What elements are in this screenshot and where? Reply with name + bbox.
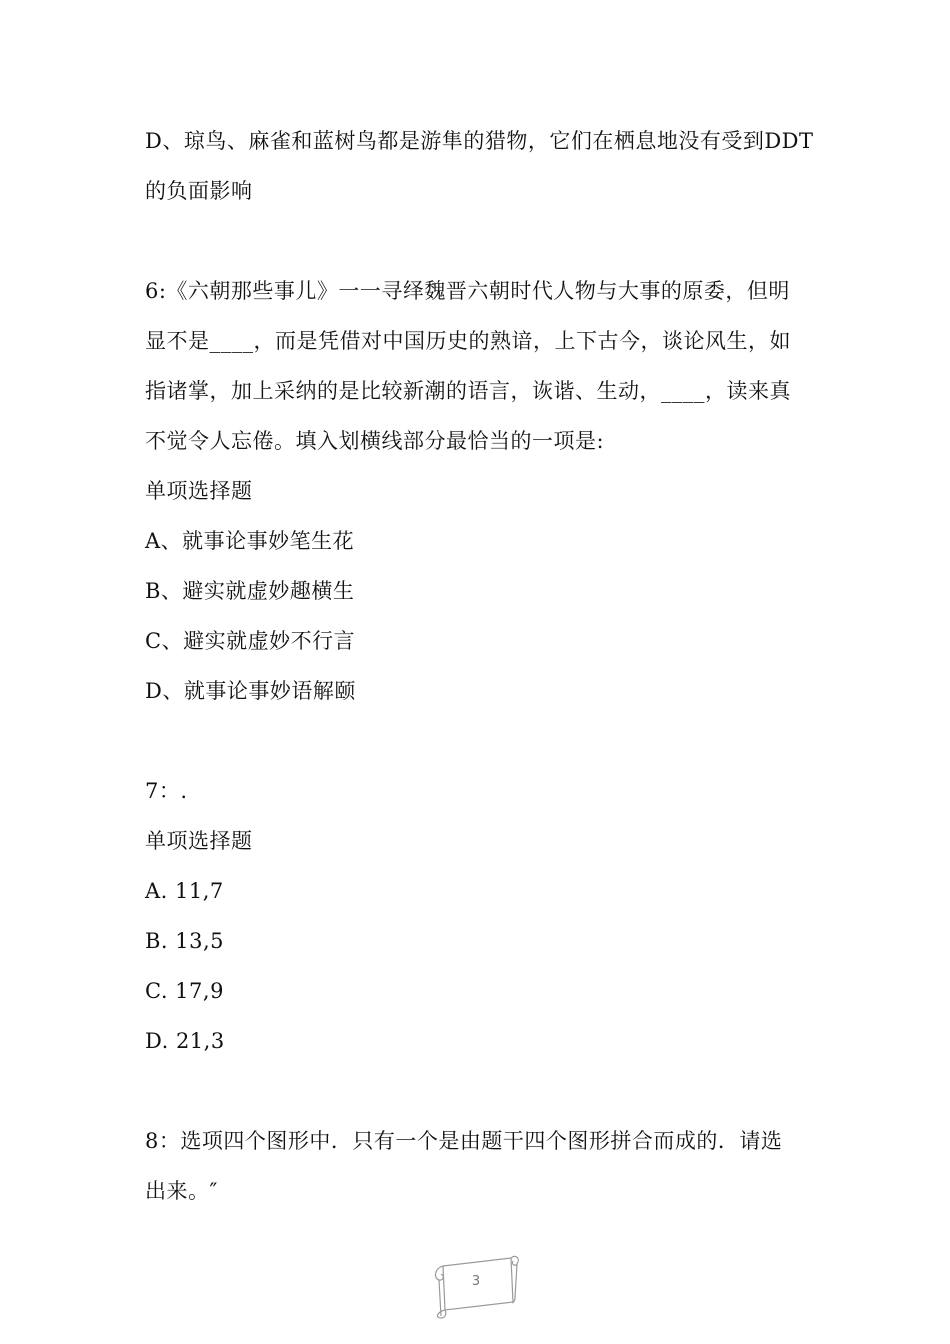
- text-line: 的负面影响: [145, 179, 253, 203]
- question-5-option-d: [145, 116, 814, 216]
- question-type-label: 单项选择题: [145, 829, 253, 853]
- question-text-line: 显不是____，而是凭借对中国历史的熟谙，上下古今，谈论风生，如: [145, 329, 791, 353]
- page-number: 3: [471, 1274, 481, 1289]
- option-d: D. 21,3: [145, 1029, 225, 1053]
- option-c: C、避实就虚妙不行言: [145, 629, 356, 653]
- question-text-line: 8：选项四个图形中．只有一个是由题干四个图形拼合而成的．请选: [145, 1129, 783, 1153]
- text-line: D、琼鸟、麻雀和蓝树鸟都是游隼的猎物，它们在栖息地没有受到DDT: [145, 129, 814, 153]
- option-c: C. 17,9: [145, 979, 224, 1003]
- question-text-line: 出来。″: [145, 1179, 218, 1203]
- page-content: [145, 116, 814, 1216]
- page-number-badge: [431, 1252, 521, 1320]
- option-a: A、就事论事妙笔生花: [145, 529, 355, 553]
- question-type-label: 单项选择题: [145, 479, 253, 503]
- question-text-line: 指诸掌，加上采纳的是比较新潮的语言，诙谐、生动，____，读来真: [145, 379, 791, 403]
- option-b: B、避实就虚妙趣横生: [145, 579, 355, 603]
- option-d: D、就事论事妙语解颐: [145, 679, 356, 703]
- question-8: [145, 1116, 810, 1216]
- question-text-line: 6:《六朝那些事儿》一一寻绎魏晋六朝时代人物与大事的原委，但明: [145, 279, 790, 303]
- question-text-line: 不觉令人忘倦。填入划横线部分最恰当的一项是:: [145, 429, 605, 453]
- question-6: [145, 266, 810, 716]
- option-a: A. 11,7: [145, 879, 224, 903]
- question-text-line: 7：.: [145, 779, 188, 803]
- option-b: B. 13,5: [145, 929, 225, 953]
- question-7: [145, 766, 810, 1066]
